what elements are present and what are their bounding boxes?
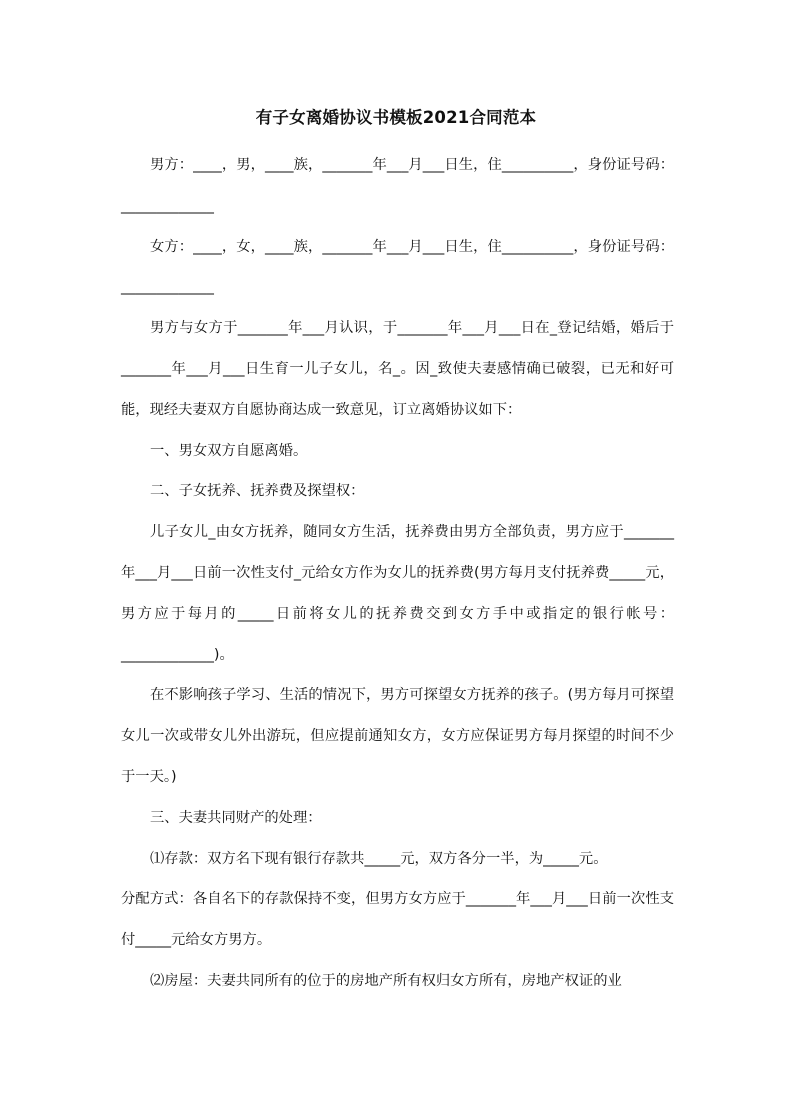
paragraph-visitation: 在不影响孩子学习、生活的情况下，男方可探望女方抚养的孩子。(男方每月可探望女儿一次或带女儿外出游玩，但应提前通知女方，女方应保证男方每月探望的时间不少于一天。) [121,687,674,785]
paragraph-property: ⑵房屋：夫妻共同所有的位于的房地产所有权归女方所有，房地产权证的业 [150,972,622,989]
paragraph-wife-info: 女方：____，女，____族，_______年___月___日生，住__________，身份证号码：_____________ [121,238,674,296]
paragraph-marriage-background: 男方与女方于_______年___月认识，于_______年___月___日在_登记结婚，婚后于_______年___月___日生育一儿子女儿，名_。因_致使夫妻感情确已破裂，已无和好可能，现经夫妻双方自愿协商达成一致意见，订立离婚协议如下： [121,320,674,418]
clause-3-heading: 三、夫妻共同财产的处理： [150,809,322,826]
document-title: 有子女离婚协议书模板2021合同范本 [255,108,537,127]
document-body [121,145,674,1002]
clause-1-heading: 一、男女双方自愿离婚。 [150,442,308,459]
paragraph-child-support: 儿子女儿_由女方抚养，随同女方生活，抚养费由男方全部负责，男方应于_______年___月___日前一次性支付_元给女方作为女儿的抚养费(男方每月支付抚养费_____元，男方应于每月的_____日前将女儿的抚养费交到女方手中或指定的银行帐号：_____________)。 [121,524,674,663]
clause-2-heading: 二、子女抚养、抚养费及探望权： [150,483,365,500]
paragraph-deposits: ⑴存款：双方名下现有银行存款共_____元，双方各分一半，为_____元。 [150,850,608,867]
paragraph-distribution-method: 分配方式：各自名下的存款保持不变，但男方女方应于_______年___月___日前一次性支付_____元给女方男方。 [121,891,674,949]
paragraph-husband-info: 男方：____，男，____族，_______年___月___日生，住__________，身份证号码：_____________ [121,157,674,214]
